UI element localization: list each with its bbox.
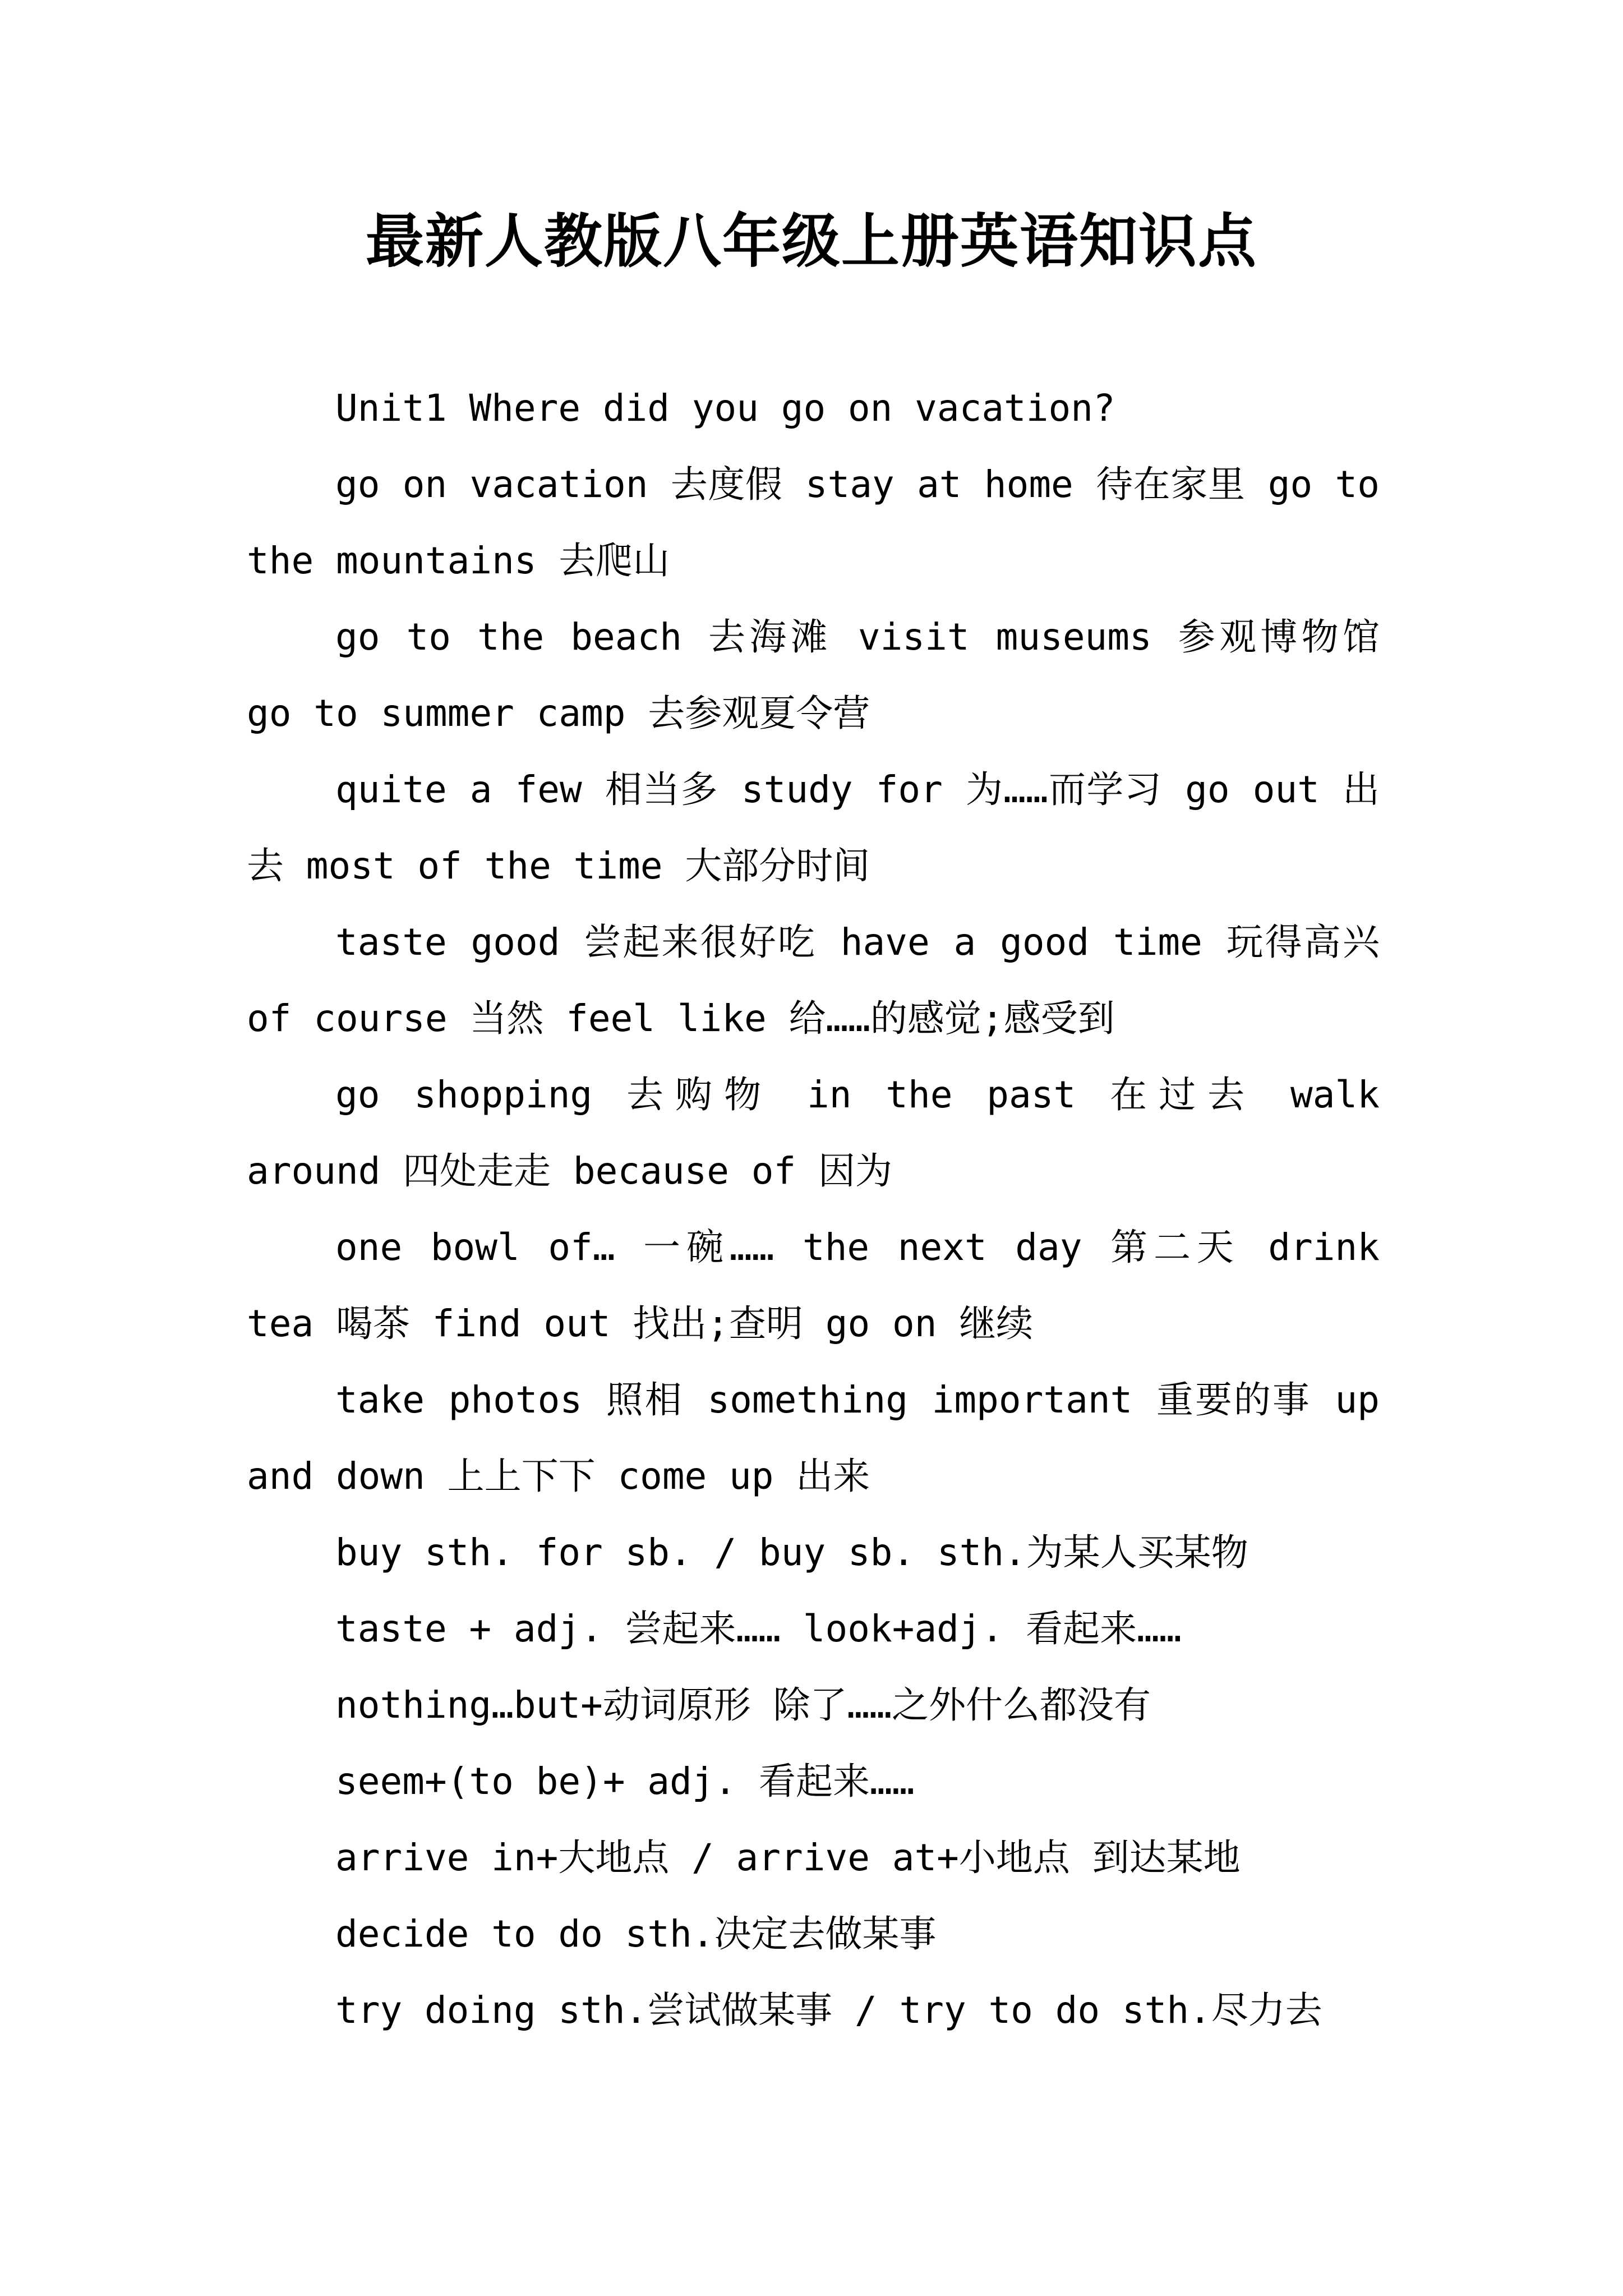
paragraph: quite a few 相当多 study for 为……而学习 go out 出去 most of the time 大部分时间: [247, 768, 1380, 887]
paragraph: buy sth. for sb. / buy sb. sth.为某人买某物: [335, 1531, 1248, 1574]
paragraph: seem+(to be)+ adj. 看起来……: [335, 1760, 915, 1803]
paragraph: decide to do sth.决定去做某事: [335, 1912, 937, 1955]
paragraph: try doing sth.尝试做某事 / try to do sth.尽力去: [335, 1989, 1322, 2032]
paragraph: nothing…but+动词原形 除了……之外什么都没有: [335, 1683, 1151, 1727]
paragraph: taste good 尝起来很好吃 have a good time 玩得高兴 of course 当然 feel like 给……的感觉;感受到: [247, 921, 1380, 1040]
paragraph: take photos 照相 something important 重要的事 up and down 上上下下 come up 出来: [247, 1378, 1380, 1498]
paragraph: taste + adj. 尝起来…… look+adj. 看起来……: [335, 1607, 1182, 1650]
unit-heading: Unit1 Where did you go on vacation?: [335, 386, 1115, 430]
paragraph: go shopping 去购物 in the past 在过去 walk around 四处走走 because of 因为: [247, 1073, 1380, 1193]
paragraph: one bowl of… 一碗…… the next day 第二天 drink tea 喝茶 find out 找出;查明 go on 继续: [247, 1226, 1380, 1345]
document-body: [247, 370, 1380, 2049]
paragraph: arrive in+大地点 / arrive at+小地点 到达某地: [335, 1836, 1241, 1879]
paragraph: go on vacation 去度假 stay at home 待在家里 go to the mountains 去爬山: [247, 463, 1380, 582]
page-title: 最新人教版八年级上册英语知识点: [365, 206, 1257, 275]
paragraph: go to the beach 去海滩 visit museums 参观博物馆 go to summer camp 去参观夏令营: [247, 615, 1380, 735]
